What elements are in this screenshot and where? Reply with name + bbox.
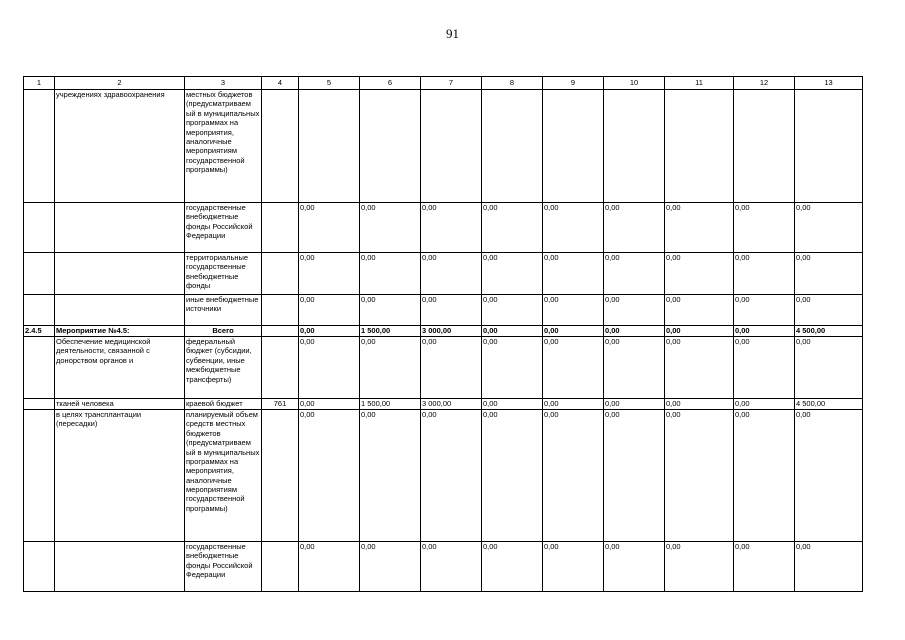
- funding-source-cell: федеральный бюджет (субсидии, субвенции, иные межбюджетные трансферты): [185, 337, 262, 399]
- value-cell: 0,00: [604, 399, 665, 410]
- value-cell: 0,00: [665, 253, 734, 295]
- value-cell: 0,00: [665, 295, 734, 326]
- row-number-cell: [24, 203, 55, 253]
- value-cell: 0,00: [543, 542, 604, 592]
- funding-source-cell: государственные внебюджетные фонды Российской Федерации: [185, 542, 262, 592]
- code-cell: [262, 203, 299, 253]
- value-cell: 0,00: [795, 337, 863, 399]
- row-number-cell: [24, 295, 55, 326]
- value-cell: [360, 90, 421, 203]
- code-cell: [262, 295, 299, 326]
- funding-source-cell: территориальные государственные внебюджетные фонды: [185, 253, 262, 295]
- code-cell: [262, 410, 299, 542]
- funding-source-cell: Всего: [185, 326, 262, 337]
- row-number-cell: [24, 542, 55, 592]
- value-cell: 0,00: [795, 203, 863, 253]
- value-cell: 0,00: [421, 203, 482, 253]
- value-cell: 0,00: [543, 253, 604, 295]
- budget-table: [23, 76, 863, 592]
- column-header: 4: [262, 77, 299, 90]
- row-number-cell: 2.4.5: [24, 326, 55, 337]
- table-row: [24, 410, 863, 542]
- value-cell: 4 500,00: [795, 326, 863, 337]
- table-row: [24, 399, 863, 410]
- funding-source-cell: планируемый объем средств местных бюджетов (предусматриваем ый в муниципальных программах на мероприятия, аналогичные мероприятиям государственной программы): [185, 410, 262, 542]
- column-header: 7: [421, 77, 482, 90]
- table-row: [24, 90, 863, 203]
- column-header: 5: [299, 77, 360, 90]
- page-number: 91: [446, 26, 459, 41]
- value-cell: 0,00: [734, 542, 795, 592]
- value-cell: 0,00: [299, 399, 360, 410]
- value-cell: [421, 90, 482, 203]
- measure-name-cell: Мероприятие №4.5:: [55, 326, 185, 337]
- value-cell: 0,00: [482, 337, 543, 399]
- header-row: [24, 77, 863, 90]
- value-cell: 0,00: [360, 542, 421, 592]
- value-cell: 0,00: [299, 203, 360, 253]
- value-cell: 0,00: [665, 326, 734, 337]
- column-header: 8: [482, 77, 543, 90]
- value-cell: 0,00: [360, 337, 421, 399]
- value-cell: 0,00: [482, 295, 543, 326]
- value-cell: 0,00: [734, 253, 795, 295]
- value-cell: 0,00: [543, 295, 604, 326]
- row-number-cell: [24, 337, 55, 399]
- table-row: [24, 295, 863, 326]
- measure-name-cell: Обеспечение медицинской деятельности, связанной с донорством органов и: [55, 337, 185, 399]
- value-cell: 0,00: [482, 410, 543, 542]
- column-header: 12: [734, 77, 795, 90]
- value-cell: 0,00: [482, 326, 543, 337]
- value-cell: 0,00: [360, 295, 421, 326]
- value-cell: 0,00: [795, 542, 863, 592]
- value-cell: 0,00: [795, 410, 863, 542]
- code-cell: [262, 326, 299, 337]
- value-cell: 3 000,00: [421, 399, 482, 410]
- value-cell: 4 500,00: [795, 399, 863, 410]
- measure-name-cell: тканей человека: [55, 399, 185, 410]
- value-cell: 0,00: [299, 337, 360, 399]
- code-cell: [262, 337, 299, 399]
- value-cell: 1 500,00: [360, 326, 421, 337]
- value-cell: 0,00: [734, 399, 795, 410]
- table-row: [24, 337, 863, 399]
- value-cell: 0,00: [421, 542, 482, 592]
- code-cell: 761: [262, 399, 299, 410]
- value-cell: 3 000,00: [421, 326, 482, 337]
- value-cell: 0,00: [665, 542, 734, 592]
- value-cell: 0,00: [299, 542, 360, 592]
- value-cell: 0,00: [604, 326, 665, 337]
- value-cell: 0,00: [543, 399, 604, 410]
- value-cell: 0,00: [482, 542, 543, 592]
- value-cell: 0,00: [604, 253, 665, 295]
- value-cell: 0,00: [482, 399, 543, 410]
- value-cell: 0,00: [604, 542, 665, 592]
- value-cell: 0,00: [665, 337, 734, 399]
- column-header: 1: [24, 77, 55, 90]
- column-header: 13: [795, 77, 863, 90]
- row-number-cell: [24, 410, 55, 542]
- value-cell: 0,00: [734, 337, 795, 399]
- value-cell: 0,00: [734, 326, 795, 337]
- funding-source-cell: иные внебюджетные источники: [185, 295, 262, 326]
- value-cell: 0,00: [604, 295, 665, 326]
- value-cell: [299, 90, 360, 203]
- value-cell: 0,00: [543, 203, 604, 253]
- value-cell: 0,00: [482, 253, 543, 295]
- value-cell: [604, 90, 665, 203]
- value-cell: [665, 90, 734, 203]
- value-cell: 0,00: [543, 337, 604, 399]
- table-row: [24, 203, 863, 253]
- value-cell: 0,00: [299, 253, 360, 295]
- table-row: [24, 542, 863, 592]
- column-header: 3: [185, 77, 262, 90]
- value-cell: 0,00: [421, 295, 482, 326]
- funding-source-cell: государственные внебюджетные фонды Российской Федерации: [185, 203, 262, 253]
- value-cell: 0,00: [421, 253, 482, 295]
- value-cell: 0,00: [299, 326, 360, 337]
- funding-source-cell: местных бюджетов (предусматриваем ый в муниципальных программах на мероприятия, аналогичные мероприятиям государственной программы): [185, 90, 262, 203]
- value-cell: 0,00: [734, 410, 795, 542]
- value-cell: [482, 90, 543, 203]
- column-header: 11: [665, 77, 734, 90]
- table-row: [24, 253, 863, 295]
- value-cell: 0,00: [734, 295, 795, 326]
- value-cell: 0,00: [299, 410, 360, 542]
- value-cell: 0,00: [795, 295, 863, 326]
- row-number-cell: [24, 90, 55, 203]
- measure-name-cell: [55, 542, 185, 592]
- value-cell: 1 500,00: [360, 399, 421, 410]
- column-header: 6: [360, 77, 421, 90]
- value-cell: 0,00: [360, 253, 421, 295]
- row-number-cell: [24, 253, 55, 295]
- value-cell: [795, 90, 863, 203]
- value-cell: 0,00: [421, 410, 482, 542]
- code-cell: [262, 90, 299, 203]
- code-cell: [262, 542, 299, 592]
- value-cell: 0,00: [421, 337, 482, 399]
- measure-name-cell: в целях трансплантации (пересадки): [55, 410, 185, 542]
- value-cell: 0,00: [604, 337, 665, 399]
- column-header: 10: [604, 77, 665, 90]
- column-header: 9: [543, 77, 604, 90]
- value-cell: 0,00: [543, 410, 604, 542]
- value-cell: 0,00: [543, 326, 604, 337]
- value-cell: 0,00: [795, 253, 863, 295]
- value-cell: 0,00: [665, 399, 734, 410]
- measure-name-cell: [55, 203, 185, 253]
- value-cell: 0,00: [482, 203, 543, 253]
- funding-source-cell: краевой бюджет: [185, 399, 262, 410]
- value-cell: 0,00: [299, 295, 360, 326]
- table-row: [24, 326, 863, 337]
- column-header: 2: [55, 77, 185, 90]
- value-cell: [734, 90, 795, 203]
- value-cell: [543, 90, 604, 203]
- value-cell: 0,00: [734, 203, 795, 253]
- measure-name-cell: [55, 253, 185, 295]
- measure-name-cell: [55, 295, 185, 326]
- value-cell: 0,00: [360, 410, 421, 542]
- code-cell: [262, 253, 299, 295]
- value-cell: 0,00: [604, 410, 665, 542]
- measure-name-cell: учреждениях здравоохранения: [55, 90, 185, 203]
- value-cell: 0,00: [604, 203, 665, 253]
- row-number-cell: [24, 399, 55, 410]
- value-cell: 0,00: [665, 203, 734, 253]
- value-cell: 0,00: [665, 410, 734, 542]
- value-cell: 0,00: [360, 203, 421, 253]
